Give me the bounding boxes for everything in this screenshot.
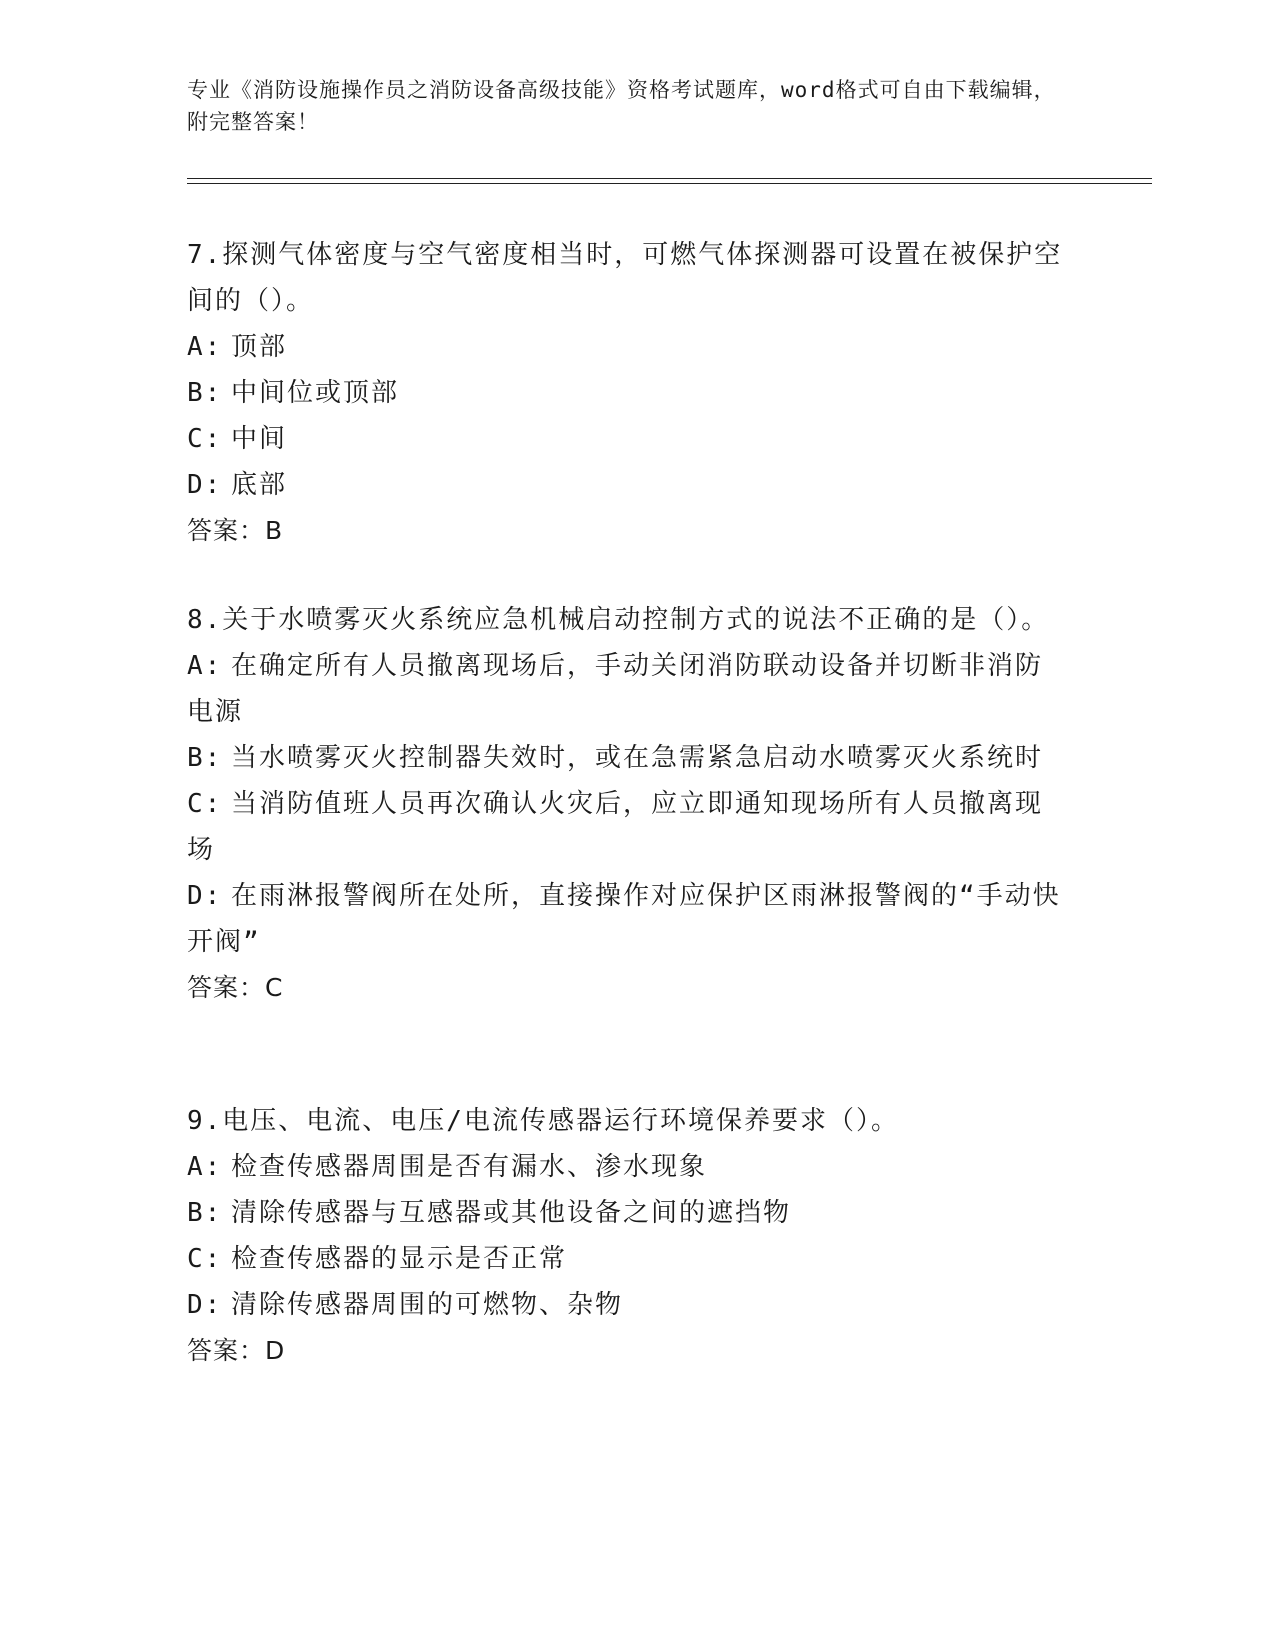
answer-line: 答案：D (187, 1336, 286, 1365)
question-9 (187, 1098, 1067, 1374)
option-text: 清除传感器与互感器或其他设备之间的遮挡物 (231, 1198, 792, 1228)
question-8 (187, 597, 1067, 1011)
option-key: A: (187, 651, 223, 681)
option-text: 在雨淋报警阀所在处所，直接操作对应保护区雨淋报警阀的“手动快开阀” (187, 881, 1061, 957)
option-b (187, 370, 1067, 416)
option-key: A: (187, 1152, 223, 1182)
option-key: D: (187, 1290, 223, 1320)
option-a (187, 324, 1067, 370)
document-header (187, 74, 1067, 138)
option-text: 检查传感器周围是否有漏水、渗水现象 (231, 1152, 708, 1182)
option-d (187, 462, 1067, 508)
option-text: 底部 (231, 470, 288, 500)
question-7 (187, 232, 1067, 554)
option-key: C: (187, 424, 223, 454)
answer-line: 答案：B (187, 516, 284, 545)
option-a (187, 1144, 1067, 1190)
answer-line: 答案：C (187, 973, 284, 1002)
option-b (187, 1190, 1067, 1236)
option-key: C: (187, 1244, 223, 1274)
option-d (187, 873, 1067, 965)
option-b (187, 735, 1067, 781)
header-divider-bottom (187, 183, 1152, 184)
option-key: B: (187, 378, 223, 408)
option-text: 顶部 (231, 332, 288, 362)
option-text: 检查传感器的显示是否正常 (231, 1244, 568, 1274)
option-key: D: (187, 881, 223, 911)
option-key: A: (187, 332, 223, 362)
option-text: 当消防值班人员再次确认火灾后，应立即通知现场所有人员撤离现场 (187, 789, 1044, 865)
option-text: 清除传感器周围的可燃物、杂物 (231, 1290, 624, 1320)
option-c (187, 781, 1067, 873)
option-key: B: (187, 1198, 223, 1228)
option-key: D: (187, 470, 223, 500)
question-stem: 8.关于水喷雾灭火系统应急机械启动控制方式的说法不正确的是（）。 (187, 605, 1050, 635)
option-a (187, 643, 1067, 735)
question-stem: 7.探测气体密度与空气密度相当时，可燃气体探测器可设置在被保护空间的（）。 (187, 240, 1063, 316)
option-text: 在确定所有人员撤离现场后，手动关闭消防联动设备并切断非消防电源 (187, 651, 1044, 727)
option-d (187, 1282, 1067, 1328)
option-c (187, 1236, 1067, 1282)
option-text: 中间位或顶部 (231, 378, 400, 408)
option-key: C: (187, 789, 223, 819)
header-text: 专业《消防设施操作员之消防设备高级技能》资格考试题库，word格式可自由下载编辑，附完整答案！ (187, 78, 1056, 134)
question-stem: 9.电压、电流、电压/电流传感器运行环境保养要求（）。 (187, 1106, 899, 1136)
option-key: B: (187, 743, 223, 773)
option-text: 中间 (231, 424, 288, 454)
option-text: 当水喷雾灭火控制器失效时，或在急需紧急启动水喷雾灭火系统时 (231, 743, 1044, 773)
option-c (187, 416, 1067, 462)
header-divider-top (187, 178, 1152, 179)
